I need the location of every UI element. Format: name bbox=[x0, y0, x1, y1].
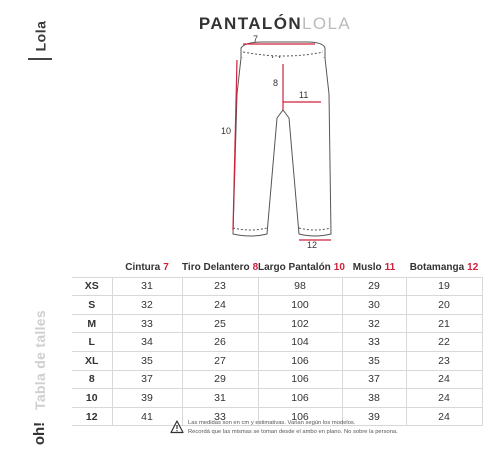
value-cell: 106 bbox=[258, 407, 342, 426]
waist-label: 7 bbox=[253, 34, 259, 44]
value-cell: 35 bbox=[342, 351, 406, 370]
value-cell: 33 bbox=[342, 333, 406, 352]
header-label: Muslo bbox=[352, 262, 382, 274]
header-num: 10 bbox=[333, 262, 345, 274]
size-cell: 8 bbox=[72, 370, 112, 389]
rise-label: 8 bbox=[273, 78, 279, 88]
value-cell: 106 bbox=[258, 351, 342, 370]
thigh-label: 11 bbox=[299, 90, 309, 100]
value-cell: 39 bbox=[112, 389, 182, 408]
note-text bbox=[188, 419, 398, 436]
value-cell: 41 bbox=[112, 407, 182, 426]
header-num: 12 bbox=[467, 262, 479, 274]
value-cell: 25 bbox=[182, 314, 258, 333]
size-cell: XS bbox=[72, 277, 112, 296]
value-cell: 22 bbox=[406, 333, 482, 352]
sidebar-divider bbox=[28, 58, 52, 60]
table-row bbox=[72, 314, 482, 333]
size-cell: S bbox=[72, 296, 112, 315]
value-cell: 19 bbox=[406, 277, 482, 296]
table-row bbox=[72, 296, 482, 315]
page-title bbox=[0, 14, 500, 34]
table-row bbox=[72, 277, 482, 296]
pants-diagram bbox=[215, 34, 345, 248]
hem-label: 12 bbox=[307, 240, 318, 248]
note-line-2: Recordá que las mismas se toman desde el ambo en plano. No sobre la persona. bbox=[188, 428, 398, 435]
note-line-1: Las medidas son en cm y estimativas. Varian según los modelos. bbox=[188, 420, 356, 426]
value-cell: 29 bbox=[182, 370, 258, 389]
value-cell: 106 bbox=[258, 370, 342, 389]
header-col bbox=[258, 259, 345, 277]
header-col bbox=[182, 259, 258, 277]
value-cell: 33 bbox=[182, 407, 258, 426]
size-cell: M bbox=[72, 314, 112, 333]
value-cell: 27 bbox=[182, 351, 258, 370]
model-name-text: Lola bbox=[32, 20, 48, 52]
header-size bbox=[72, 259, 112, 277]
value-cell: 38 bbox=[342, 389, 406, 408]
table-row bbox=[72, 333, 482, 352]
value-cell: 29 bbox=[342, 277, 406, 296]
brand-logo-text: oh! bbox=[31, 421, 49, 445]
header-label: Botamanga bbox=[409, 262, 465, 274]
value-cell: 37 bbox=[112, 370, 182, 389]
value-cell: 30 bbox=[342, 296, 406, 315]
legs-outline bbox=[233, 58, 331, 236]
title-model: LOLA bbox=[302, 14, 352, 33]
header-label: Cintura bbox=[125, 262, 161, 274]
value-cell: 31 bbox=[112, 277, 182, 296]
table-header-row bbox=[72, 259, 482, 277]
table-row bbox=[72, 389, 482, 408]
value-cell: 37 bbox=[342, 370, 406, 389]
value-cell: 24 bbox=[406, 370, 482, 389]
value-cell: 106 bbox=[258, 389, 342, 408]
size-cell: XL bbox=[72, 351, 112, 370]
header-col bbox=[406, 259, 482, 277]
size-cell: 10 bbox=[72, 389, 112, 408]
size-table bbox=[72, 259, 483, 426]
measurement-note bbox=[170, 418, 500, 442]
table-row bbox=[72, 370, 482, 389]
table-row bbox=[72, 351, 482, 370]
warning-icon bbox=[170, 420, 184, 434]
size-cell: 12 bbox=[72, 407, 112, 426]
value-cell: 32 bbox=[342, 314, 406, 333]
header-label: Largo Pantalón bbox=[258, 262, 331, 274]
value-cell: 98 bbox=[258, 277, 342, 296]
value-cell: 23 bbox=[182, 277, 258, 296]
header-col bbox=[342, 259, 406, 277]
header-num: 11 bbox=[384, 262, 396, 274]
header-num: 8 bbox=[252, 262, 259, 274]
value-cell: 35 bbox=[112, 351, 182, 370]
length-label: 10 bbox=[221, 126, 232, 136]
size-cell: L bbox=[72, 333, 112, 352]
size-table-label bbox=[22, 290, 58, 430]
value-cell: 26 bbox=[182, 333, 258, 352]
value-cell: 104 bbox=[258, 333, 342, 352]
size-table-label-text: Tabla de talles bbox=[32, 310, 49, 410]
value-cell: 39 bbox=[342, 407, 406, 426]
value-cell: 34 bbox=[112, 333, 182, 352]
value-cell: 33 bbox=[112, 314, 182, 333]
value-cell: 31 bbox=[182, 389, 258, 408]
value-cell: 32 bbox=[112, 296, 182, 315]
brand-logo bbox=[22, 418, 58, 448]
header-num: 7 bbox=[163, 262, 169, 274]
sidebar bbox=[0, 0, 58, 454]
value-cell: 24 bbox=[182, 296, 258, 315]
value-cell: 21 bbox=[406, 314, 482, 333]
value-cell: 24 bbox=[406, 389, 482, 408]
header-label: Tiro Delantero bbox=[182, 262, 250, 274]
header-col bbox=[112, 259, 182, 277]
value-cell: 23 bbox=[406, 351, 482, 370]
value-cell: 24 bbox=[406, 407, 482, 426]
value-cell: 20 bbox=[406, 296, 482, 315]
value-cell: 102 bbox=[258, 314, 342, 333]
title-product: PANTALÓN bbox=[198, 14, 303, 33]
value-cell: 100 bbox=[258, 296, 342, 315]
